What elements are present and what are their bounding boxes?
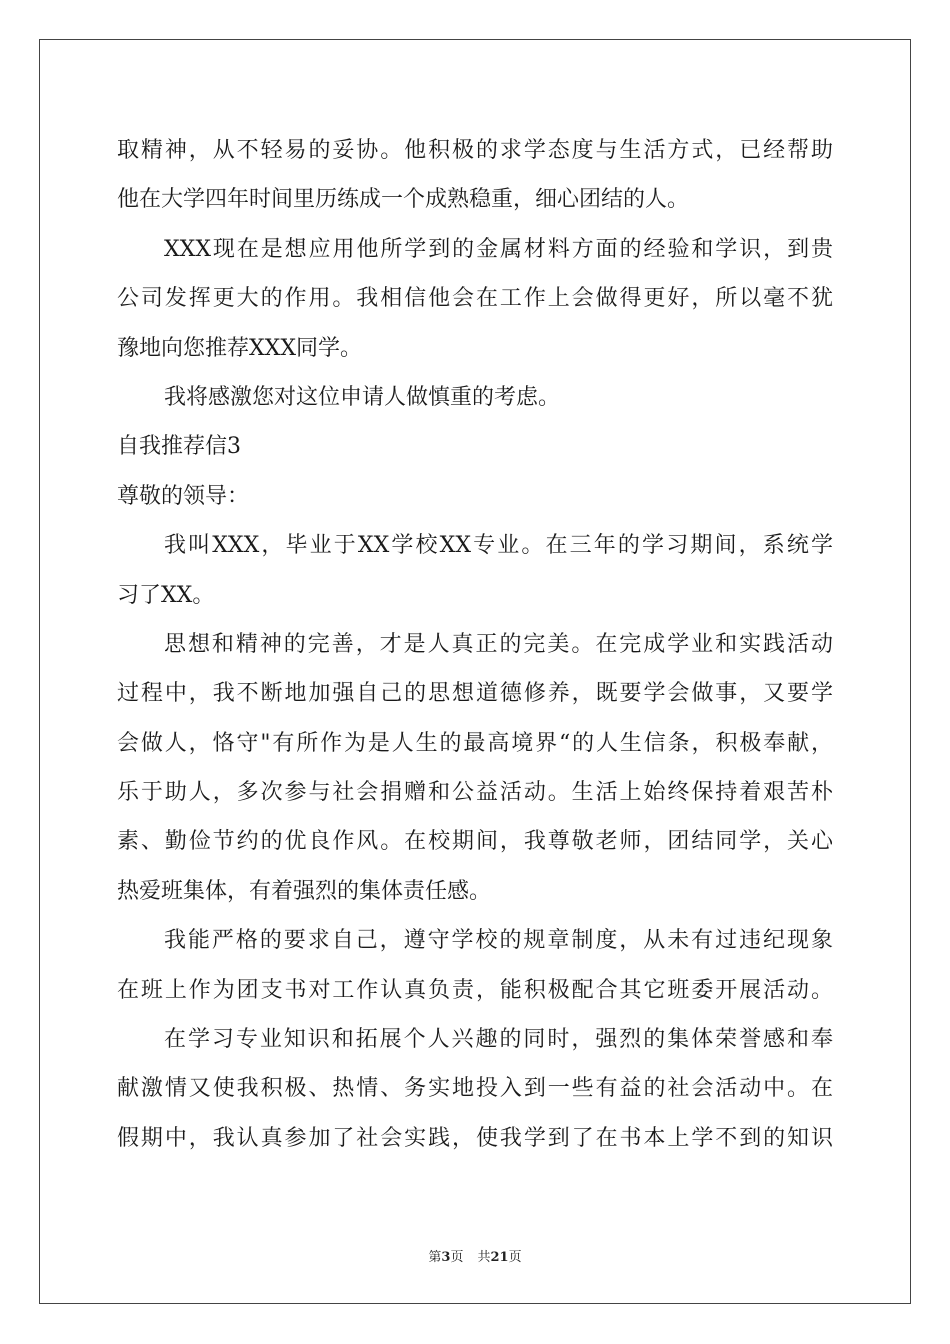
text-line: 习了XX。 [117, 582, 215, 608]
total-prefix: 共 [477, 1250, 491, 1265]
text-line: 思想和精神的完善，才是人真正的完美。在完成学业和实践活动 [164, 631, 833, 657]
page-number: 3 [441, 1250, 451, 1265]
text-line: 过程中，我不断地加强自己的思想道德修养，既要学会做事，又要学 [117, 681, 833, 707]
text-line: XXX现在是想应用他所学到的金属材料方面的经验和学识，到贵 [164, 236, 833, 262]
text-line: 我将感激您对这位申请人做慎重的考虑。 [164, 384, 561, 410]
page-footer [0, 1246, 950, 1265]
salutation: 尊敬的领导： [117, 483, 250, 509]
text-line: 素、勤俭节约的优良作风。在校期间，我尊敬老师，团结同学，关心 [117, 829, 833, 855]
text-line: 会做人，恪守"有所作为是人生的最高境界“的人生信条，积极奉献， [117, 730, 833, 756]
text-line: 公司发挥更大的作用。我相信他会在工作上会做得更好，所以毫不犹 [117, 286, 833, 312]
page-suffix: 页 [450, 1250, 464, 1265]
section-title: 自我推荐信3 [117, 434, 241, 460]
text-line: 我叫XXX，毕业于XX学校XX专业。在三年的学习期间，系统学 [164, 533, 833, 559]
text-line: 假期中，我认真参加了社会实践，使我学到了在书本上学不到的知识 [117, 1125, 833, 1151]
text-line: 在学习专业知识和拓展个人兴趣的同时，强烈的集体荣誉感和奉 [164, 1027, 833, 1053]
text-line: 我能严格的要求自己，遵守学校的规章制度，从未有过违纪现象 [164, 928, 833, 954]
text-line: 取精神，从不轻易的妥协。他积极的求学态度与生活方式，已经帮助 [117, 138, 833, 163]
text-line: 献激情又使我积极、热情、务实地投入到一些有益的社会活动中。在 [117, 1076, 833, 1102]
text-line: 豫地向您推荐XXX同学。 [117, 335, 362, 361]
document-body [117, 126, 833, 1163]
page-prefix: 第 [428, 1250, 442, 1265]
text-line: 乐于助人，多次参与社会捐赠和公益活动。生活上始终保持着艰苦朴 [117, 780, 833, 806]
total-pages: 21 [490, 1250, 509, 1265]
text-line: 热爱班集体，有着强烈的集体责任感。 [117, 878, 492, 904]
total-suffix: 页 [508, 1250, 522, 1265]
text-line: 他在大学四年时间里历练成一个成熟稳重，细心团结的人。 [117, 187, 690, 213]
text-line: 在班上作为团支书对工作认真负责，能积极配合其它班委开展活动。 [117, 977, 833, 1003]
